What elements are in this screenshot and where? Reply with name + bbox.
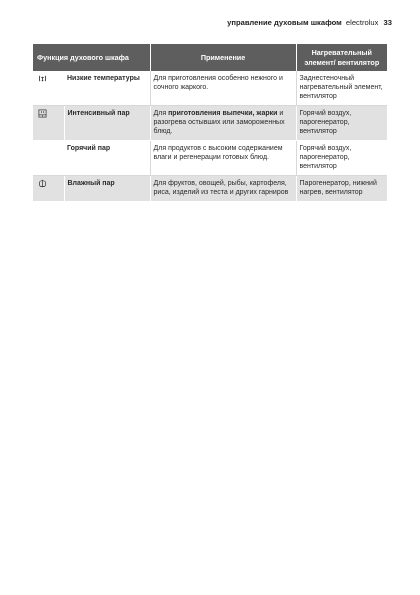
header-brand: electrolux xyxy=(345,18,379,27)
column-header-function: Функция духового шкафа xyxy=(33,44,150,71)
function-heating: Парогенератор, нижний нагрев, вентилятор xyxy=(296,176,387,202)
function-heating: Горячий воздух, парогенератор, вентилятор xyxy=(296,106,387,141)
row-icon-cell xyxy=(33,176,64,202)
function-name: Низкие температуры xyxy=(64,71,150,106)
function-heating: Горячий воздух, парогенератор, вентилятор xyxy=(296,141,387,176)
page-number: 33 xyxy=(383,18,392,27)
low-temperature-icon xyxy=(38,74,47,83)
intensive-steam-icon xyxy=(38,109,47,118)
moist-steam-icon xyxy=(38,179,47,188)
function-application: Для приготовления особенно нежного и сочного жаркого. xyxy=(150,71,296,106)
table-header-row xyxy=(33,44,387,71)
row-icon-cell xyxy=(33,141,64,176)
function-application: Для продуктов с высоким содержанием влаги и регенерации готовых блюд. xyxy=(150,141,296,176)
running-header xyxy=(227,18,392,27)
function-heating: Заднестеночный нагревательный элемент, вентилятор xyxy=(296,71,387,106)
function-application: Для приготовления выпечки, жарки и разогрева остывших или замороженных блюд. xyxy=(150,106,296,141)
header-section-title: управление духовым шкафом xyxy=(227,18,342,27)
oven-functions-table xyxy=(33,44,387,202)
column-header-application: Применение xyxy=(150,44,296,71)
function-application: Для фруктов, овощей, рыбы, картофеля, риса, изделий из теста и других гарниров xyxy=(150,176,296,202)
function-name: Влажный пар xyxy=(64,176,150,202)
table-row xyxy=(33,141,387,176)
table-row xyxy=(33,71,387,106)
function-name: Интенсивный пар xyxy=(64,106,150,141)
row-icon-cell xyxy=(33,71,64,106)
row-icon-cell xyxy=(33,106,64,141)
column-header-heating: Нагревательный элемент/ вентилятор xyxy=(296,44,387,71)
table-row xyxy=(33,106,387,141)
table-row xyxy=(33,176,387,202)
function-name: Горячий пар xyxy=(64,141,150,176)
